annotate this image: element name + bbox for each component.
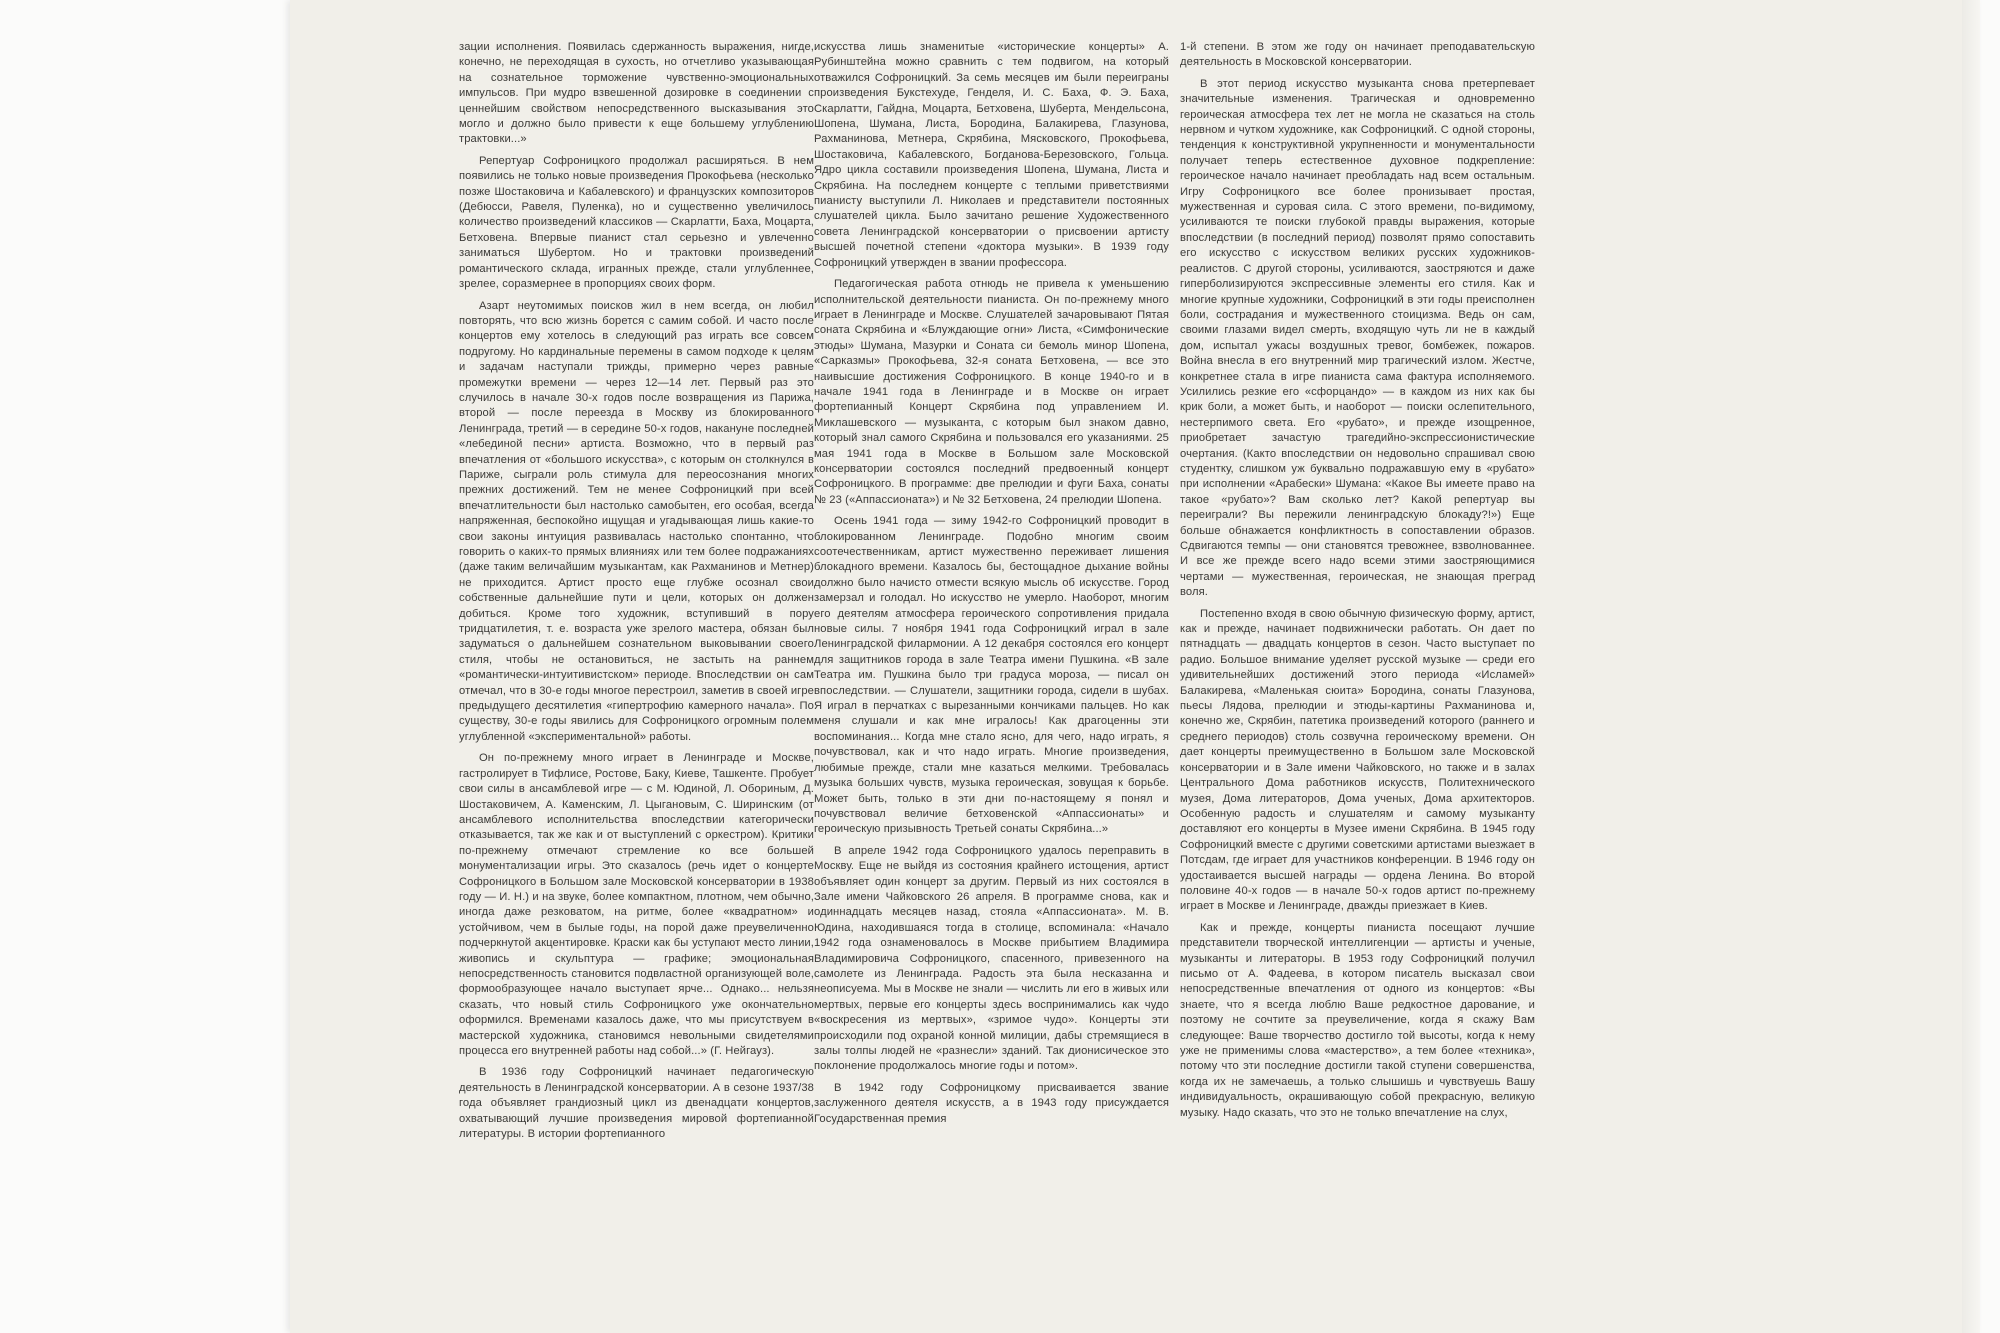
paragraph: Педагогическая работа отнюдь не привела к уменьшению исполнительской деятельности пианиста. Он по-прежнему много играет в Ленинграде и Москве. Слушателей зачаровывают Пятая соната Скрябина и «Блуждающие огни» Листа, «Симфонические этюды» Шумана, Мазурки и Соната си бемоль минор Шопена, «Сарказмы» Прокофьева, 32-я соната Бетховена, — все это наивысшие достижения Софроницкого. В конце 1940-го и в начале 1941 года в Ленинграде и в Москве он играет фортепианный Концерт Скрябина под управлением И. Миклашевского — музыканта, с которым был знаком давно, который знал самого Скрябина и пользовался его указаниями. 25 мая 1941 года в Москве в Большом зале Московской консерватории состоялся последний предвоенный концерт Софроницкого. В программе: две прелюдии и фуги Баха, сонаты № 23 («Аппассионата») и № 32 Бетховена, 24 прелюдии Шопена. xyxy=(814,278,1169,506)
paragraph: В 1936 году Софроницкий начинает педагогическую деятельность в Ленинградской консерватории. А в сезоне 1937/38 года объявляет грандиозный цикл из двенадцати концертов, охватывающий лучшие произведения мировой фортепианной литературы. В истории фортепианного xyxy=(459,1066,814,1141)
paragraph: В 1942 году Софроницкому присваивается звание заслуженного деятеля искусств, а в 1943 году присуждается Государственная премия xyxy=(814,1081,1169,1125)
paragraph: зации исполнения. Появилась сдержанность выражения, нигде, конечно, не переходящая в сухость, но отчетливо указывающая на сознательное торможение чувственно-эмоциональных импульсов. При мудро взвешенной дозировке в соединении с ценнейшим свойством непосредственного высказывания это могло и должно было привести к еще большему углублению трактовки...» xyxy=(459,41,814,146)
paragraph: искусства лишь знаменитые «исторические концерты» А. Рубинштейна можно сравнить с тем подвигом, на который отважился Софроницкий. За семь месяцев им были переиграны произведения Букстехуде, Генделя, И. С. Баха, Ф. Э. Баха, Скарлатти, Гайдна, Моцарта, Бетховена, Шуберта, Мендельсона, Шопена, Шумана, Листа, Бородина, Балакирева, Глазунова, Рахманинова, Метнера, Скрябина, Мясковского, Прокофьева, Шостаковича, Кабалевского, Богданова-Березовского, Гольца. Ядро цикла составили произведения Шопена, Шумана, Листа и Скрябина. На последнем концерте с теплыми приветствиями пианисту выступили Л. Николаев и представители постоянных слушателей цикла. Было зачитано решение Художественного совета Ленинградской консерватории о присвоении артисту высшей почетной степени «доктора музыки». В 1939 году Софроницкий утвержден в звании профессора. xyxy=(814,41,1169,269)
paragraph: Он по-прежнему много играет в Ленинграде и Москве, гастролирует в Тифлисе, Ростове, Баку, Киеве, Ташкенте. Пробует свои силы в ансамблевой игре — с М. Юдиной, Л. Обориным, Д. Шостаковичем, А. Каменским, Л. Цыгановым, С. Ширинским (от ансамблевого исполнительства впоследствии категорически отказывается, так же как и от выступлений с оркестром). Критики по-прежнему отмечают стремление ко все большей монументализации игры. Это сказалось (речь идет о концерте Софроницкого в Большом зале Московской консерватории в 1938 году — И. Н.) и на звуке, более компактном, плотном, чем обычно, иногда даже резковатом, на ритме, более «квадратном» и устойчивом, чем в былые годы, на порой даже преувеличенно подчеркнутой акцентировке. Краски как бы уступают место линии, живопись и скульптура — графике; эмоциональная непосредственность становится подвластной организующей воле, формообразующее начало выступает ярче... Однако... нельзя сказать, что новый стиль Софроницкого уже окончательно оформился. Временами казалось даже, что мы присутствуем в мастерской художника, становимся невольными свидетелями процесса его внутренней работы над собой...» (Г. Нейгауз). xyxy=(459,752,814,1057)
paragraph: Осень 1941 года — зиму 1942-го Софроницкий проводит в блокированном Ленинграде. Подобно многим своим соотечественникам, артист мужественно переживает лишения блокадного времени. Казалось бы, бестощадное дыхание войны должно было начисто отмести всякую мысль об искусстве. Город замерзал и голодал. Но искусство не умерло. Наоборот, многим его деятелям атмосфера героического сопротивления придала новые силы. 7 ноября 1941 года Софроницкий играл в зале Ленинградской филармонии. А 12 декабря состоялся его концерт для защитников города в зале Театра имени Пушкина. «В зале Театра им. Пушкина было три градуса мороза, — писал он впоследствии. — Слушатели, защитники города, сидели в шубах. Я играл в перчатках с вырезанными кончиками пальцев. Но как меня слушали и как мне игралось! Как драгоценны эти воспоминания... Когда мне стало ясно, для чего, надо играть, я почувствовал, как и что надо играть. Многие произведения, любимые прежде, стали мне казаться мелкими. Требовалась музыка больших чувств, музыка героическая, зовущая к борьбе. Может быть, только в эти дни по-настоящему я понял и почувствовал величие бетховенской «Аппассионаты» и героическую призывность Третьей сонаты Скрябина...» xyxy=(814,515,1169,836)
paragraph: Репертуар Софроницкого продолжал расширяться. В нем появились не только новые произведения Прокофьева (несколько позже Шостаковича и Кабалевского) и французских композиторов (Дебюсси, Равеля, Пуленка), но и существенно увеличилось количество произведений классиков — Скарлатти, Баха, Моцарта, Бетховена. Впервые пианист стал серьезно и увлеченно заниматься Шубертом. Но и трактовки произведений романтического склада, игранных прежде, стали углубленнее, зрелее, соразмернее в пропорциях своих форм. xyxy=(459,154,814,291)
paragraph: Азарт неутомимых поисков жил в нем всегда, он любил повторять, что всю жизнь борется с самим собой. И часто после концертов ему хотелось в следующий раз играть все совсем подругому. Но кардинальные перемены в самом подходе к целям и задачам наступали трижды, примерно через равные промежутки времени — через 12—14 лет. Первый раз это случилось в начале 30-х годов после возвращения из Парижа, второй — после переезда в Москву из блокированного Ленинграда, третий — в середине 50-х годов, накануне последней «лебединой песни» артиста. Возможно, что в первый раз впечатления от «большого искусства», с которым он столкнулся в Париже, сыграли роль стимула для переосознания многих прежних достижений. Тем не менее Софроницкий при всей впечатлительности был настолько самобытен, его особая, всегда напряженная, беспокойно ищущая и угадывающая лишь какие-то свои законы интуиция развивалась настолько спонтанно, что говорить о каких-то прямых влияниях или тем более подражаниях (даже таким величайшим музыкантам, как Рахманинов и Метнер) не приходится. Артист просто еще глубже осознал свои собственные дальнейшие пути и цели, которых он должен добиться. Кроме того художник, вступивший в пору тридцатилетия, т. е. возраста уже зрелого мастера, обязан был задуматься о дальнейшем сознательном выковывании своего стиля, чтобы не остановиться, не застыть на раннем «романтически-интуитивистском» периоде. Впоследствии он сам отмечал, что в 30-е годы многое перестроил, заметив в своей игре предыдущего десятилетия «гипертрофию камерного начала». По существу, 30-е годы явились для Софроницкого огромным полем углубленной «экспериментальной» работы. xyxy=(459,299,814,743)
text-column-3 xyxy=(1180,40,1535,1127)
paragraph: 1-й степени. В этом же году он начинает преподавательскую деятельность в Московской консерватории. xyxy=(1180,41,1535,69)
booklet-page xyxy=(290,0,1980,1333)
paragraph: Постепенно входя в свою обычную физическую форму, артист, как и прежде, начинает подвижнически работать. Он дает по пятнадцать — двадцать концертов в сезон. Часто выступает по радио. Большое внимание уделяет русской музыке — среди его удивительнейших достижений этого периода «Исламей» Балакирева, «Маленькая сюита» Бородина, сонаты Глазунова, пьесы Лядова, прелюдии и этюды-картины Рахманинова и, конечно же, Скрябин, патетика произведений которого (раннего и среднего периодов) столь созвучна героическому времени. Он дает концерты преимущественно в Большом зале Московской консерватории и в Зале имени Чайковского, но также и в залах Центрального Дома работников искусств, Политехнического музея, Дома литераторов, Дома ученых, Дома архитекторов. Особенную радость и слушателям и самому музыканту доставляют его концерты в Музее имени Скрябина. В 1945 году Софроницкий вместе с другими советскими артистами выезжает в Потсдам, где играет для участников конференции. В 1946 году он удостаивается высшей награды — ордена Ленина. Во второй половине 40-х годов — в начале 50-х годов артист по-прежнему играет в Москве и Ленинграде, дважды приезжает в Киев. xyxy=(1180,607,1535,913)
text-column-1 xyxy=(459,40,814,1148)
page-edge xyxy=(1962,0,1980,1333)
paragraph: Как и прежде, концерты пианиста посещают лучшие представители творческой интеллигенции — артисты и ученые, музыканты и литераторы. В 1953 году Софроницкий получил письмо от А. Фадеева, в котором писатель высказал свои непосредственные впечатления от одного из концертов: «Вы знаете, что я всегда люблю Ваше редкостное дарование, и поэтому не сочтите за преувеличение, когда я скажу Вам следующее: Ваше творчество достигло той высоты, когда к нему уже не применимы слова «мастерство», а тем более «техника», потому что эти последние достигли такой ступени совершенства, когда их не замечаешь, а только слышишь и чувствуешь Вашу индивидуальность, окрашивающую собой прекрасную, великую музыку. Надо сказать, что это не только впечатление на слух, xyxy=(1180,921,1535,1119)
text-column-2 xyxy=(814,40,1169,1133)
paragraph: В этот период искусство музыканта снова претерпевает значительные изменения. Трагическая и одновременно героическая атмосфера тех лет не могла не сказаться на столь нервном и чутком художнике, как Софроницкий. С одной стороны, тенденция к конструктивной укрупненности и монументальности получает теперь естественное духовное подкрепление: героическое начало начинает преобладать над всем остальным. Игру Софроницкого все более пронизывает простая, мужественная и суровая сила. С этого времени, по-видимому, усиливаются те поиски глубокой правды выражения, которые впоследствии (в последний период) позволят прямо сопоставить его искусство с искусством великих русских художников-реалистов. С другой стороны, усиливаются, заостряются и даже гиперболизируются экспрессивные элементы его стиля. Как и многие крупные художники, Софроницкий в эти годы преисполнен боли, сострадания и мужественного стоицизма. Ведь он сам, своими глазами видел смерть, входящую чуть ли не в каждый дом, испытал ужасы воздушных тревог, бомбежек, пожаров. Война внесла в его внутренний мир трагический излом. Жестче, конкретнее стала в игре пианиста сама фактура исполняемого. Усилились резкие его «сфорцандо» — в каждом из них как бы крик боли, а может быть, и наоборот — поиски ослепительного, нестерпимого света. Его «рубато», и прежде изощренное, приобретает зачастую трагедийно-экспрессионистические очертания. (Както впоследствии он недовольно спрашивал свою студентку, слишком уж буквально подражавшую ему в «рубато» при исполнении «Арабески» Шумана: «Какое Вы имеете право на такое «рубато»? Вам сколько лет? Какой репертуар вы переиграли? Вы пережили ленинградскую блокаду?!») Еще больше обнажается конфликтность в сопоставлении образов. Сдвигаются темпы — они становятся тревожнее, взволнованнее. И все же прежде всего надо всеми этими заостряющимися чертами — мужественная, героическая, не знающая преград воля. xyxy=(1180,77,1535,599)
paragraph: В апреле 1942 года Софроницкого удалось переправить в Москву. Еще не выйдя из состояния крайнего истощения, артист объявляет один концерт за другим. Первый из них состоялся в Зале имени Чайковского 26 апреля. В программе снова, как и одиннадцать месяцев назад, стояла «Аппассионата». М. В. Юдина, находившаяся тогда в столице, вспоминала: «Начало 1942 года ознаменовалось в Москве прибытием Владимира Владимировича Софроницкого, спасенного, привезенного на самолете из Ленинграда. Радость эта была несказанна и неописуема. Мы в Москве не знали — числить ли его в живых или мертвых, первые его концерты здесь воспринимались как чудо «воскресения из мертвых», «зримое чудо». Концерты эти происходили под охраной конной милиции, дабы стремящиеся в залы толпы людей не «разнесли» зданий. Так дионисическое это поклонение продолжалось многие годы и потом». xyxy=(814,844,1169,1073)
